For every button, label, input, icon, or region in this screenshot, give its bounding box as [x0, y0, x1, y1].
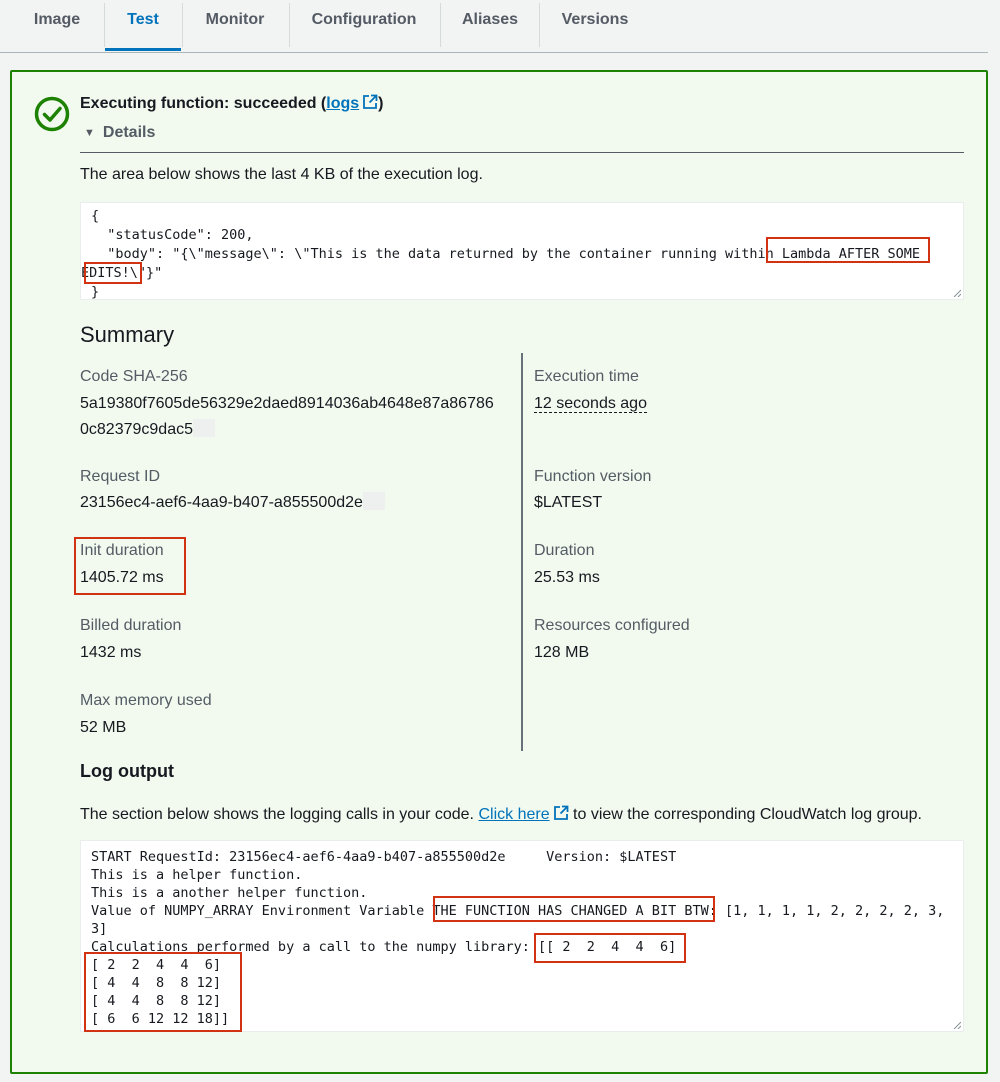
cloudwatch-link[interactable]: Click here — [478, 806, 550, 823]
redacted-block — [363, 492, 385, 510]
external-link-icon — [362, 94, 378, 110]
tab-divider — [289, 3, 290, 47]
log-line: [ 4 4 8 8 12] — [91, 975, 222, 991]
tab-image[interactable]: Image — [33, 11, 81, 28]
execution-status — [80, 94, 383, 113]
function-version-value: $LATEST — [534, 494, 603, 511]
request-id-label: Request ID — [80, 468, 161, 485]
code-sha-label: Code SHA-256 — [80, 368, 188, 385]
billed-duration-label: Billed duration — [80, 617, 182, 634]
log-line: [ 4 4 8 8 12] — [91, 993, 222, 1009]
request-id-value: 23156ec4-aef6-4aa9-b407-a855500d2e — [80, 490, 385, 516]
resources-configured-label: Resources configured — [534, 617, 690, 634]
log-line: Value of NUMPY_ARRAY Environment Variable THE FUNCTION HAS CHANGED A BIT BTW: [1, 1, 1, 1, 2, 2, 2, 2, 3, — [91, 903, 945, 919]
init-duration-value: 1405.72 ms — [80, 569, 164, 586]
caret-down-icon: ▼ — [84, 127, 95, 139]
output-line: "body": "{\"message\": \"This is the data returned by the container running within Lambda AFTER SOME — [91, 246, 921, 262]
logs-link[interactable]: logs — [326, 95, 378, 112]
tab-bar — [0, 0, 988, 53]
resize-handle-icon[interactable] — [953, 289, 961, 297]
execution-time-label: Execution time — [534, 368, 639, 385]
max-memory-value: 52 MB — [80, 719, 127, 736]
log-output-heading: Log output — [80, 761, 174, 781]
duration-value: 25.53 ms — [534, 569, 600, 586]
status-suffix: ) — [378, 95, 384, 112]
execution-result-panel — [10, 70, 988, 1074]
details-label: Details — [102, 124, 156, 141]
code-sha-value: 5a19380f7605de56329e2daed8914036ab4648e87a86786 0c82379c9dac5 — [80, 395, 494, 438]
tab-divider — [182, 3, 183, 47]
tab-test[interactable]: Test — [105, 0, 181, 51]
function-version-label: Function version — [534, 468, 652, 485]
tab-versions[interactable]: Versions — [561, 11, 629, 28]
resize-handle-icon[interactable] — [953, 1021, 961, 1029]
output-line: } — [91, 284, 100, 300]
summary-heading: Summary — [80, 322, 175, 347]
output-line: "statusCode": 200, — [91, 227, 254, 243]
output-line: EDITS!\"}" — [81, 265, 163, 281]
execution-output-box[interactable] — [80, 202, 964, 300]
max-memory-label: Max memory used — [80, 692, 212, 709]
log-line: START RequestId: 23156ec4-aef6-4aa9-b407-a855500d2e Version: $LATEST — [91, 849, 677, 865]
execution-log-description: The area below shows the last 4 KB of the execution log. — [80, 166, 483, 183]
resources-configured-value: 128 MB — [534, 644, 590, 661]
redacted-block — [193, 419, 215, 437]
log-line: 3] — [91, 921, 108, 937]
duration-label: Duration — [534, 542, 595, 559]
details-divider — [80, 152, 964, 153]
log-line: This is a helper function. — [91, 867, 303, 883]
status-text: Executing function: succeeded ( — [80, 95, 327, 112]
tab-aliases[interactable]: Aliases — [461, 11, 519, 28]
log-output-box[interactable] — [80, 840, 964, 1032]
log-line: Calculations performed by a call to the numpy library: [[ 2 2 4 4 6] — [91, 939, 677, 955]
tab-monitor[interactable]: Monitor — [205, 11, 265, 28]
execution-time-value[interactable]: 12 seconds ago — [534, 395, 647, 412]
summary-column-divider — [521, 353, 523, 751]
tab-configuration[interactable]: Configuration — [311, 11, 417, 28]
log-output-description: The section below shows the logging calls in your code. Click here to view the corresponding CloudWatch log group. — [80, 806, 922, 823]
log-line: [ 6 6 12 12 18]] — [91, 1011, 230, 1027]
log-line: [ 2 2 4 4 6] — [91, 957, 222, 973]
details-toggle[interactable] — [84, 124, 155, 142]
billed-duration-value: 1432 ms — [80, 644, 142, 661]
tab-divider — [440, 3, 441, 47]
tab-divider — [539, 3, 540, 47]
init-duration-label: Init duration — [80, 542, 164, 559]
log-line: This is a another helper function. — [91, 885, 368, 901]
output-line: { — [91, 208, 100, 224]
success-check-icon — [34, 96, 70, 132]
external-link-icon — [553, 805, 569, 821]
